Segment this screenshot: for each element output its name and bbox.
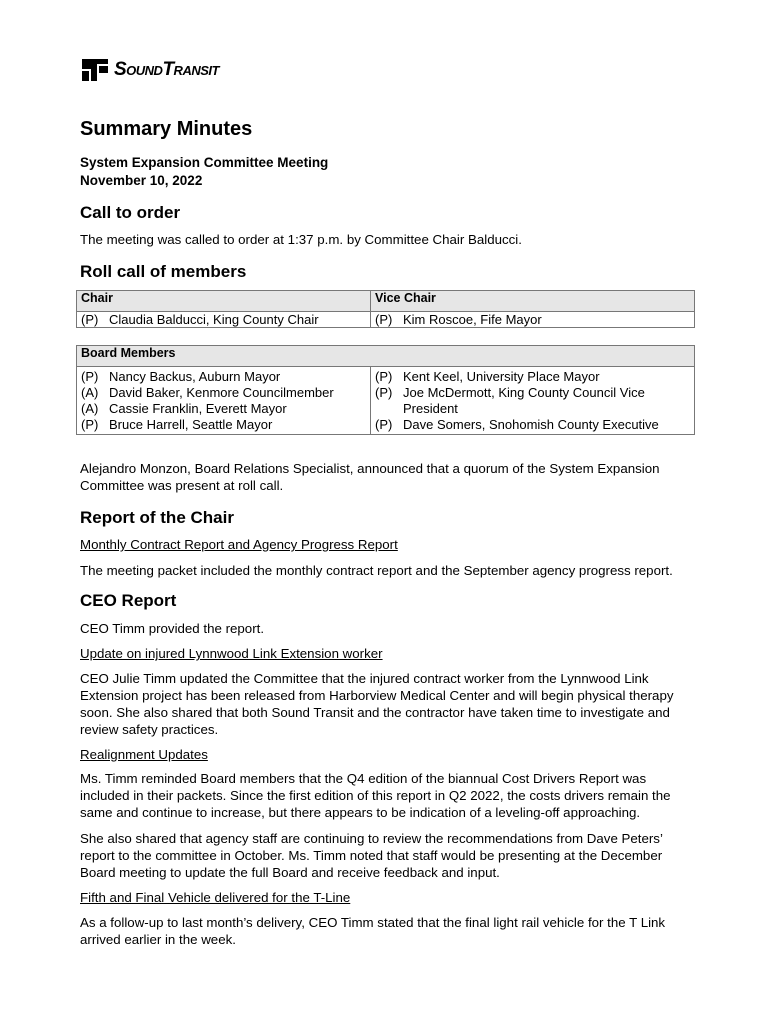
sound-transit-logo bbox=[80, 56, 219, 84]
attendance-status: (A) bbox=[81, 401, 99, 416]
report-chair-subheading: Monthly Contract Report and Agency Progress Report bbox=[80, 537, 398, 552]
member-name: Kent Keel, University Place Mayor bbox=[403, 369, 600, 384]
vice-chair-cell bbox=[371, 312, 695, 328]
chair-table bbox=[76, 290, 695, 328]
member-name: Claudia Balducci, King County Chair bbox=[109, 312, 319, 327]
attendance-status: (P) bbox=[81, 417, 99, 432]
quorum-text: Alejandro Monzon, Board Relations Specialist, announced that a quorum of the System Expansion Committee was present at roll call. bbox=[80, 461, 660, 493]
attendance-status: (P) bbox=[375, 369, 393, 384]
member-name: Cassie Franklin, Everett Mayor bbox=[109, 401, 287, 416]
board-members-table bbox=[76, 345, 695, 435]
meeting-name: System Expansion Committee Meeting bbox=[80, 155, 329, 170]
attendance-status: (P) bbox=[375, 312, 393, 327]
member-name: Kim Roscoe, Fife Mayor bbox=[403, 312, 542, 327]
ceo-report-heading: CEO Report bbox=[80, 591, 177, 610]
logo-text: SoundTransit bbox=[114, 59, 219, 80]
board-right-column bbox=[371, 367, 695, 435]
attendance-status: (A) bbox=[81, 385, 99, 400]
member-name: Joe McDermott, King County Council Vice President bbox=[403, 385, 645, 416]
attendance-status: (P) bbox=[81, 369, 99, 384]
list-item bbox=[81, 385, 366, 401]
member-name: David Baker, Kenmore Councilmember bbox=[109, 385, 334, 400]
attendance-status: (P) bbox=[375, 417, 393, 432]
document-title: Summary Minutes bbox=[80, 118, 253, 140]
section-paragraph: CEO Julie Timm updated the Committee that the injured contract worker from the Lynnwood Link Extension project has been released from Harborview Medical Center and will begin physical therapy soon. She also shared that both Sound Transit and the contractor have taken time to investigate and review safety practices. bbox=[80, 671, 674, 737]
list-item bbox=[375, 417, 690, 433]
list-item bbox=[81, 417, 366, 433]
section-paragraph: Ms. Timm reminded Board members that the Q4 edition of the biannual Cost Drivers Report was included in their packets. Since the first edition of this report in Q2 2022, the costs drivers remain the same and continue to increase, but there appears to be indication of a leveling-off approaching. bbox=[80, 771, 671, 820]
section-subheading-realignment: Realignment Updates bbox=[80, 747, 208, 762]
board-left-column bbox=[77, 367, 371, 435]
sound-transit-logo-icon bbox=[80, 57, 110, 83]
member-name: Nancy Backus, Auburn Mayor bbox=[109, 369, 281, 384]
attendance-status: (P) bbox=[81, 312, 99, 327]
section-subheading-injured-worker: Update on injured Lynnwood Link Extension worker bbox=[80, 646, 383, 661]
board-members-label: Board Members bbox=[77, 346, 695, 367]
member-name: Dave Somers, Snohomish County Executive bbox=[403, 417, 659, 432]
attendance-status: (P) bbox=[375, 385, 393, 400]
roll-call-heading: Roll call of members bbox=[80, 262, 247, 281]
section-subheading-t-line: Fifth and Final Vehicle delivered for the T-Line bbox=[80, 890, 351, 905]
list-item bbox=[81, 369, 366, 385]
meeting-date: November 10, 2022 bbox=[80, 173, 203, 188]
report-chair-heading: Report of the Chair bbox=[80, 508, 234, 527]
member-name: Bruce Harrell, Seattle Mayor bbox=[109, 417, 273, 432]
list-item bbox=[375, 369, 690, 385]
section-paragraph: She also shared that agency staff are continuing to review the recommendations from Dave Peters’ report to the committee in October. Ms. Timm noted that staff would be presenting at the December Board meeting to update the full Board and receive feedback and input. bbox=[80, 831, 663, 880]
chair-cell bbox=[77, 312, 371, 328]
section-paragraph: As a follow-up to last month’s delivery, CEO Timm stated that the final light rail vehicle for the T Link arrived earlier in the week. bbox=[80, 915, 666, 947]
call-to-order-heading: Call to order bbox=[80, 203, 181, 222]
ceo-report-intro: CEO Timm provided the report. bbox=[80, 621, 265, 636]
call-to-order-text: The meeting was called to order at 1:37 p.m. by Committee Chair Balducci. bbox=[80, 232, 522, 247]
report-chair-text: The meeting packet included the monthly contract report and the September agency progress report. bbox=[80, 563, 673, 578]
chair-label: Chair bbox=[77, 291, 371, 312]
list-item bbox=[375, 385, 690, 417]
list-item bbox=[81, 401, 366, 417]
vice-chair-label: Vice Chair bbox=[371, 291, 695, 312]
meeting-info bbox=[80, 154, 328, 190]
